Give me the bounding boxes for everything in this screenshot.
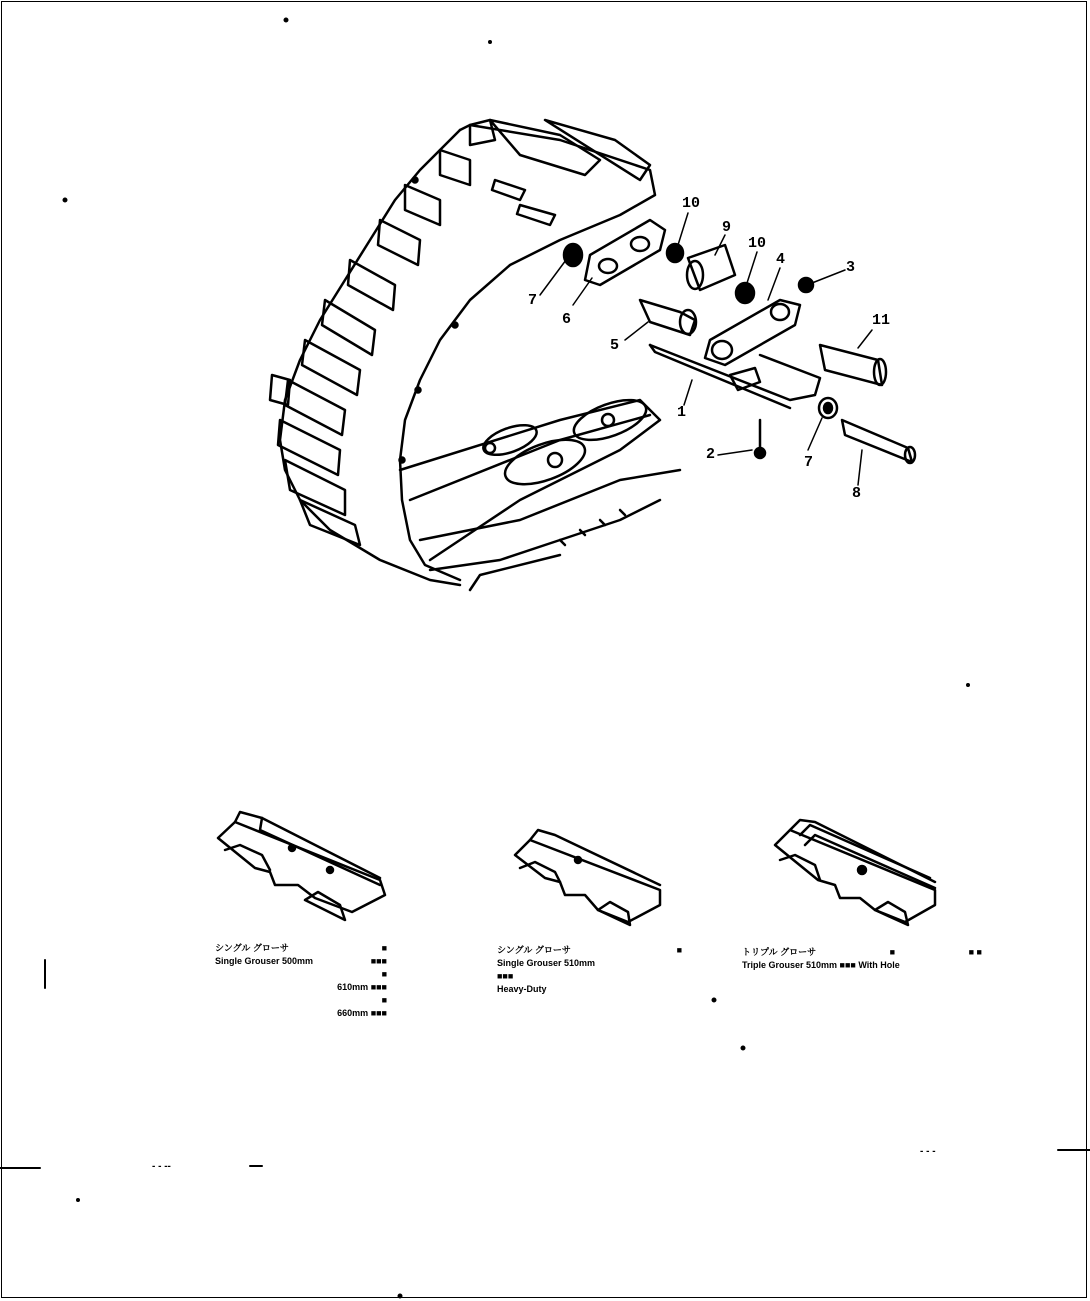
caption-line: Single Grouser 510mm (497, 958, 596, 968)
caption-mark: ■■■ (370, 956, 387, 966)
callout-1: 1 (677, 404, 687, 421)
caption-jp: シングル グローサ (215, 943, 289, 953)
callout-2: 2 (706, 446, 716, 463)
callout-11: 11 (872, 312, 891, 329)
caption-mark: ■ ■ (968, 947, 982, 957)
caption-line: Heavy-Duty (497, 984, 547, 994)
caption-mark: ■ (381, 995, 387, 1005)
shoe-heavy-duty-drawing (515, 830, 660, 925)
callout-8: 8 (852, 485, 862, 502)
caption-jp: トリプル グローサ (742, 947, 817, 957)
caption-mark: ■■■ (370, 982, 387, 992)
page-mark: - - -- (152, 1161, 171, 1172)
caption-mark: ■ (889, 947, 896, 957)
callout-7: 7 (528, 292, 538, 309)
callout-10: 10 (682, 195, 701, 212)
caption-heavy-duty (497, 944, 682, 996)
right-mark: - - - (920, 1146, 936, 1157)
caption-mark: ■■■ (497, 971, 514, 981)
track-chain-loop (270, 120, 680, 590)
caption-size: 660mm (337, 1008, 369, 1018)
caption-line: Triple Grouser 510mm ■■■ With Hole (742, 960, 900, 970)
callout-3: 3 (846, 259, 856, 276)
caption-size: 610mm (337, 982, 369, 992)
caption-triple-grouser (742, 946, 982, 972)
callout-7b: 7 (804, 454, 814, 471)
margin-marks (0, 19, 1090, 1298)
caption-mark: ■■■ (370, 1008, 387, 1018)
callout-6: 5 (610, 337, 620, 354)
caption-mark: ■ (381, 943, 387, 953)
caption-jp: シングル グローサ (497, 945, 571, 955)
shoe-triple-grouser-drawing (775, 820, 935, 925)
shoe-single-grouser-drawing (218, 812, 385, 920)
caption-single-grouser (215, 942, 387, 1020)
caption-mark: ■ (381, 969, 387, 979)
callout-5: 6 (562, 311, 572, 328)
caption-line: Single Grouser 500mm (215, 956, 314, 966)
callout-9: 9 (722, 219, 732, 236)
callout-4: 4 (776, 251, 786, 268)
caption-mark: ■ (676, 945, 682, 955)
callout-10b: 10 (748, 235, 767, 252)
